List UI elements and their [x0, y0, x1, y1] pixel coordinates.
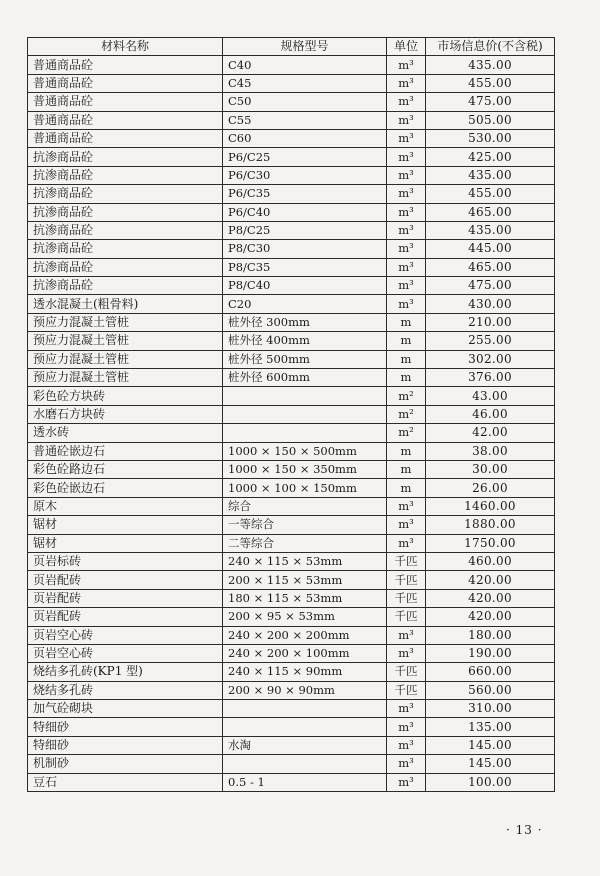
cell-price: 435.00: [426, 221, 555, 239]
cell-spec-model: C40: [223, 56, 387, 74]
cell-unit: m³: [387, 111, 426, 129]
table-row: [28, 240, 555, 258]
table-row: [28, 166, 555, 184]
table-row: [28, 93, 555, 111]
cell-material-name: 彩色砼嵌边石: [28, 479, 223, 497]
table-row: [28, 773, 555, 791]
cell-spec-model: P8/C35: [223, 258, 387, 276]
cell-spec-model: 二等综合: [223, 534, 387, 552]
cell-unit: 千匹: [387, 552, 426, 570]
cell-unit: 千匹: [387, 608, 426, 626]
table-row: [28, 755, 555, 773]
cell-unit: m: [387, 313, 426, 331]
cell-price: 100.00: [426, 773, 555, 791]
table-row: [28, 718, 555, 736]
cell-price: 190.00: [426, 644, 555, 662]
header-unit: 单位: [387, 38, 426, 56]
cell-unit: 千匹: [387, 571, 426, 589]
cell-price: 445.00: [426, 240, 555, 258]
cell-material-name: 页岩配砖: [28, 608, 223, 626]
cell-material-name: 抗渗商品砼: [28, 277, 223, 295]
cell-spec-model: 1000 × 150 × 350mm: [223, 460, 387, 478]
cell-unit: 千匹: [387, 589, 426, 607]
cell-material-name: 抗渗商品砼: [28, 240, 223, 258]
cell-material-name: 普通商品砼: [28, 111, 223, 129]
cell-spec-model: 240 × 115 × 53mm: [223, 552, 387, 570]
cell-unit: m²: [387, 424, 426, 442]
table-row: [28, 700, 555, 718]
header-material-name: 材料名称: [28, 38, 223, 56]
cell-unit: m³: [387, 700, 426, 718]
cell-material-name: 彩色砼路边石: [28, 460, 223, 478]
cell-price: 180.00: [426, 626, 555, 644]
table-row: [28, 203, 555, 221]
cell-material-name: 抗渗商品砼: [28, 166, 223, 184]
cell-spec-model: 240 × 200 × 200mm: [223, 626, 387, 644]
cell-spec-model: C60: [223, 129, 387, 147]
table-row: [28, 589, 555, 607]
header-market-price: 市场信息价(不含税): [426, 38, 555, 56]
table-row: [28, 516, 555, 534]
cell-unit: m: [387, 479, 426, 497]
cell-price: 430.00: [426, 295, 555, 313]
cell-price: 660.00: [426, 663, 555, 681]
table-row: [28, 148, 555, 166]
cell-unit: 千匹: [387, 663, 426, 681]
cell-material-name: 烧结多孔砖: [28, 681, 223, 699]
cell-unit: m³: [387, 755, 426, 773]
cell-price: 1880.00: [426, 516, 555, 534]
cell-material-name: 普通砼嵌边石: [28, 442, 223, 460]
cell-price: 455.00: [426, 74, 555, 92]
table-row: [28, 736, 555, 754]
cell-unit: m²: [387, 405, 426, 423]
cell-spec-model: C50: [223, 93, 387, 111]
cell-unit: m: [387, 442, 426, 460]
table-row: [28, 497, 555, 515]
cell-unit: m³: [387, 258, 426, 276]
table-row: [28, 277, 555, 295]
cell-spec-model: [223, 424, 387, 442]
table-row: [28, 74, 555, 92]
price-list-sheet: [27, 37, 554, 792]
cell-material-name: 锯材: [28, 534, 223, 552]
material-price-table: [27, 37, 555, 792]
cell-price: 1750.00: [426, 534, 555, 552]
cell-spec-model: 0.5 - 1: [223, 773, 387, 791]
table-row: [28, 663, 555, 681]
cell-material-name: 抗渗商品砼: [28, 185, 223, 203]
table-row: [28, 552, 555, 570]
cell-price: 475.00: [426, 93, 555, 111]
table-row: [28, 387, 555, 405]
cell-price: 420.00: [426, 571, 555, 589]
cell-price: 455.00: [426, 185, 555, 203]
cell-unit: m³: [387, 516, 426, 534]
cell-unit: m³: [387, 56, 426, 74]
cell-price: 425.00: [426, 148, 555, 166]
cell-spec-model: 180 × 115 × 53mm: [223, 589, 387, 607]
cell-material-name: 抗渗商品砼: [28, 258, 223, 276]
table-row: [28, 460, 555, 478]
cell-price: 420.00: [426, 589, 555, 607]
table-body: [28, 56, 555, 792]
table-row: [28, 221, 555, 239]
cell-spec-model: C45: [223, 74, 387, 92]
cell-unit: m: [387, 332, 426, 350]
cell-price: 435.00: [426, 56, 555, 74]
cell-spec-model: P8/C40: [223, 277, 387, 295]
cell-spec-model: 1000 × 100 × 150mm: [223, 479, 387, 497]
table-row: [28, 185, 555, 203]
cell-spec-model: 桩外径 400mm: [223, 332, 387, 350]
cell-price: 310.00: [426, 700, 555, 718]
header-spec-model: 规格型号: [223, 38, 387, 56]
cell-spec-model: C20: [223, 295, 387, 313]
cell-spec-model: 240 × 200 × 100mm: [223, 644, 387, 662]
cell-spec-model: 综合: [223, 497, 387, 515]
cell-material-name: 普通商品砼: [28, 129, 223, 147]
cell-material-name: 预应力混凝土管桩: [28, 332, 223, 350]
cell-unit: m³: [387, 497, 426, 515]
cell-price: 560.00: [426, 681, 555, 699]
table-row: [28, 350, 555, 368]
cell-spec-model: 桩外径 600mm: [223, 369, 387, 387]
cell-unit: m³: [387, 93, 426, 111]
cell-spec-model: 200 × 115 × 53mm: [223, 571, 387, 589]
cell-price: 465.00: [426, 258, 555, 276]
cell-unit: m³: [387, 644, 426, 662]
cell-spec-model: C55: [223, 111, 387, 129]
table-row: [28, 571, 555, 589]
table-row: [28, 56, 555, 74]
cell-unit: m: [387, 460, 426, 478]
cell-spec-model: 桩外径 300mm: [223, 313, 387, 331]
cell-unit: m³: [387, 534, 426, 552]
cell-spec-model: 一等综合: [223, 516, 387, 534]
table-row: [28, 681, 555, 699]
cell-unit: m³: [387, 74, 426, 92]
table-row: [28, 424, 555, 442]
cell-price: 46.00: [426, 405, 555, 423]
cell-material-name: 透水混凝土(粗骨料): [28, 295, 223, 313]
table-row: [28, 129, 555, 147]
cell-spec-model: P6/C30: [223, 166, 387, 184]
cell-spec-model: [223, 700, 387, 718]
cell-material-name: 预应力混凝土管桩: [28, 350, 223, 368]
cell-material-name: 页岩空心砖: [28, 626, 223, 644]
cell-material-name: 烧结多孔砖(KP1 型): [28, 663, 223, 681]
cell-material-name: 加气砼砌块: [28, 700, 223, 718]
cell-material-name: 页岩标砖: [28, 552, 223, 570]
cell-spec-model: P6/C25: [223, 148, 387, 166]
cell-spec-model: P6/C35: [223, 185, 387, 203]
table-header-row: [28, 38, 555, 56]
cell-unit: m³: [387, 240, 426, 258]
cell-unit: m: [387, 369, 426, 387]
table-row: [28, 442, 555, 460]
cell-spec-model: 200 × 95 × 53mm: [223, 608, 387, 626]
cell-price: 435.00: [426, 166, 555, 184]
cell-unit: 千匹: [387, 681, 426, 699]
cell-unit: m³: [387, 185, 426, 203]
cell-spec-model: P8/C30: [223, 240, 387, 258]
table-row: [28, 534, 555, 552]
cell-spec-model: 水淘: [223, 736, 387, 754]
table-row: [28, 405, 555, 423]
cell-spec-model: 240 × 115 × 90mm: [223, 663, 387, 681]
cell-unit: m³: [387, 148, 426, 166]
cell-price: 255.00: [426, 332, 555, 350]
cell-price: 505.00: [426, 111, 555, 129]
table-row: [28, 111, 555, 129]
page-number: · 13 ·: [506, 823, 543, 837]
cell-unit: m³: [387, 773, 426, 791]
cell-unit: m³: [387, 129, 426, 147]
cell-spec-model: P6/C40: [223, 203, 387, 221]
cell-spec-model: P8/C25: [223, 221, 387, 239]
cell-price: 30.00: [426, 460, 555, 478]
cell-material-name: 预应力混凝土管桩: [28, 369, 223, 387]
cell-price: 302.00: [426, 350, 555, 368]
cell-material-name: 页岩空心砖: [28, 644, 223, 662]
table-row: [28, 626, 555, 644]
cell-material-name: 机制砂: [28, 755, 223, 773]
cell-unit: m³: [387, 736, 426, 754]
cell-price: 530.00: [426, 129, 555, 147]
cell-material-name: 特细砂: [28, 718, 223, 736]
cell-unit: m: [387, 350, 426, 368]
cell-material-name: 页岩配砖: [28, 589, 223, 607]
table-row: [28, 608, 555, 626]
cell-unit: m³: [387, 626, 426, 644]
cell-spec-model: 200 × 90 × 90mm: [223, 681, 387, 699]
cell-spec-model: 1000 × 150 × 500mm: [223, 442, 387, 460]
cell-spec-model: 桩外径 500mm: [223, 350, 387, 368]
cell-price: 38.00: [426, 442, 555, 460]
cell-unit: m³: [387, 295, 426, 313]
table-row: [28, 644, 555, 662]
cell-spec-model: [223, 755, 387, 773]
cell-price: 210.00: [426, 313, 555, 331]
cell-material-name: 透水砖: [28, 424, 223, 442]
table-row: [28, 295, 555, 313]
table-row: [28, 313, 555, 331]
table-row: [28, 369, 555, 387]
cell-price: 145.00: [426, 755, 555, 773]
cell-price: 376.00: [426, 369, 555, 387]
cell-unit: m²: [387, 387, 426, 405]
cell-material-name: 普通商品砼: [28, 56, 223, 74]
cell-material-name: 彩色砼方块砖: [28, 387, 223, 405]
cell-material-name: 特细砂: [28, 736, 223, 754]
cell-material-name: 页岩配砖: [28, 571, 223, 589]
cell-price: 1460.00: [426, 497, 555, 515]
cell-price: 43.00: [426, 387, 555, 405]
cell-material-name: 抗渗商品砼: [28, 148, 223, 166]
cell-material-name: 普通商品砼: [28, 74, 223, 92]
cell-price: 475.00: [426, 277, 555, 295]
table-row: [28, 332, 555, 350]
cell-material-name: 豆石: [28, 773, 223, 791]
cell-material-name: 水磨石方块砖: [28, 405, 223, 423]
cell-price: 465.00: [426, 203, 555, 221]
cell-price: 135.00: [426, 718, 555, 736]
cell-spec-model: [223, 718, 387, 736]
cell-price: 420.00: [426, 608, 555, 626]
table-row: [28, 479, 555, 497]
cell-price: 145.00: [426, 736, 555, 754]
cell-unit: m³: [387, 166, 426, 184]
cell-price: 460.00: [426, 552, 555, 570]
cell-material-name: 抗渗商品砼: [28, 203, 223, 221]
cell-unit: m³: [387, 203, 426, 221]
cell-spec-model: [223, 387, 387, 405]
cell-price: 26.00: [426, 479, 555, 497]
cell-material-name: 原木: [28, 497, 223, 515]
cell-price: 42.00: [426, 424, 555, 442]
cell-unit: m³: [387, 718, 426, 736]
cell-spec-model: [223, 405, 387, 423]
cell-material-name: 普通商品砼: [28, 93, 223, 111]
cell-material-name: 预应力混凝土管桩: [28, 313, 223, 331]
cell-unit: m³: [387, 221, 426, 239]
cell-unit: m³: [387, 277, 426, 295]
table-row: [28, 258, 555, 276]
cell-material-name: 锯材: [28, 516, 223, 534]
cell-material-name: 抗渗商品砼: [28, 221, 223, 239]
